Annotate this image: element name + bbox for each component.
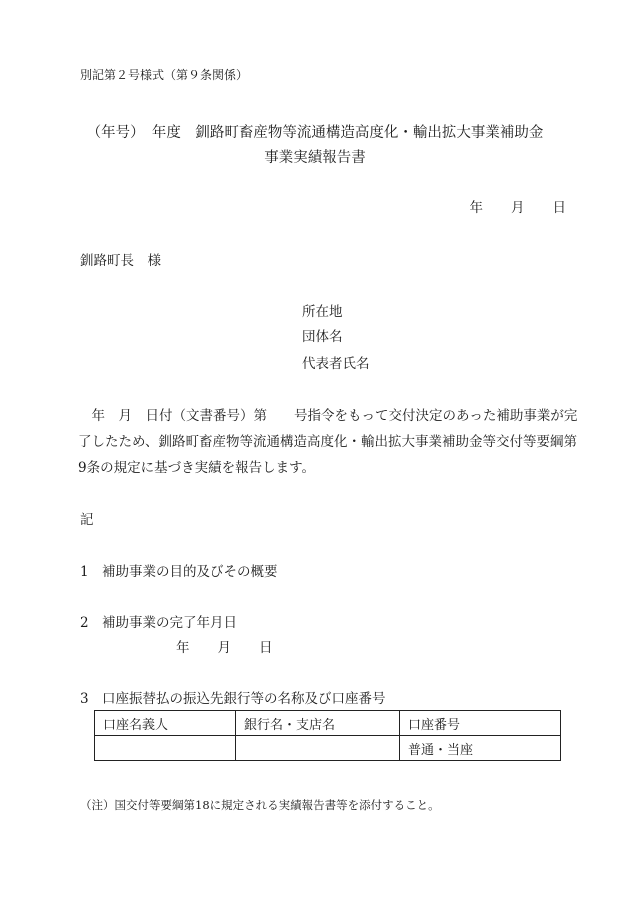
applicant-address: 所在地: [302, 304, 343, 320]
header-account-holder: 口座名義人: [95, 711, 236, 736]
date-month: 月: [511, 200, 525, 216]
form-label: 別記第２号様式（第９条関係）: [80, 68, 249, 82]
document-title: （年号） 年度 釧路町畜産物等流通構造高度化・輸出拡大事業補助金: [86, 125, 544, 141]
section-number: 3: [80, 691, 89, 707]
table-header-row: [95, 711, 561, 736]
bank-account-table: [94, 710, 561, 761]
header-bank-branch: 銀行名・支店名: [236, 711, 400, 736]
cell-bank-branch[interactable]: [236, 736, 400, 761]
header-account-number: 口座番号: [400, 711, 561, 736]
footnote: （注）国交付等要綱第18に規定される実績報告書等を添付すること。: [80, 798, 440, 812]
section-3: [80, 687, 386, 707]
completion-year: 年: [176, 640, 190, 656]
completion-day: 日: [259, 640, 273, 656]
cell-account-type: 普通・当座: [400, 736, 561, 761]
completion-date: [176, 636, 273, 656]
section-1: [80, 560, 278, 580]
document-subtitle: 事業実績報告書: [264, 150, 366, 166]
section-2: [80, 611, 237, 631]
date-year: 年: [469, 200, 483, 216]
section-title: 補助事業の完了年月日: [102, 615, 237, 631]
report-body-text: 年 月 日付（文書番号）第 号指令をもって交付決定のあった補助事業が完了したため、釧路町畜産物等流通構造高度化・輸出拡大事業補助金等交付等要綱第9条の規定に基づき実績を報告します。: [78, 408, 578, 476]
section-title: 口座振替払の振込先銀行等の名称及び口座番号: [102, 691, 386, 707]
applicant-organization: 団体名: [302, 329, 343, 345]
addressee: 釧路町長 様: [80, 253, 161, 269]
applicant-representative: 代表者氏名: [302, 356, 370, 372]
date-day: 日: [552, 200, 566, 216]
section-number: 2: [80, 615, 89, 631]
section-number: 1: [80, 564, 89, 580]
ki-heading: 記: [80, 512, 94, 528]
section-title: 補助事業の目的及びその概要: [102, 564, 278, 580]
completion-month: 月: [217, 640, 231, 656]
table-row: [95, 736, 561, 761]
cell-account-holder[interactable]: [95, 736, 236, 761]
submission-date: [470, 196, 567, 216]
